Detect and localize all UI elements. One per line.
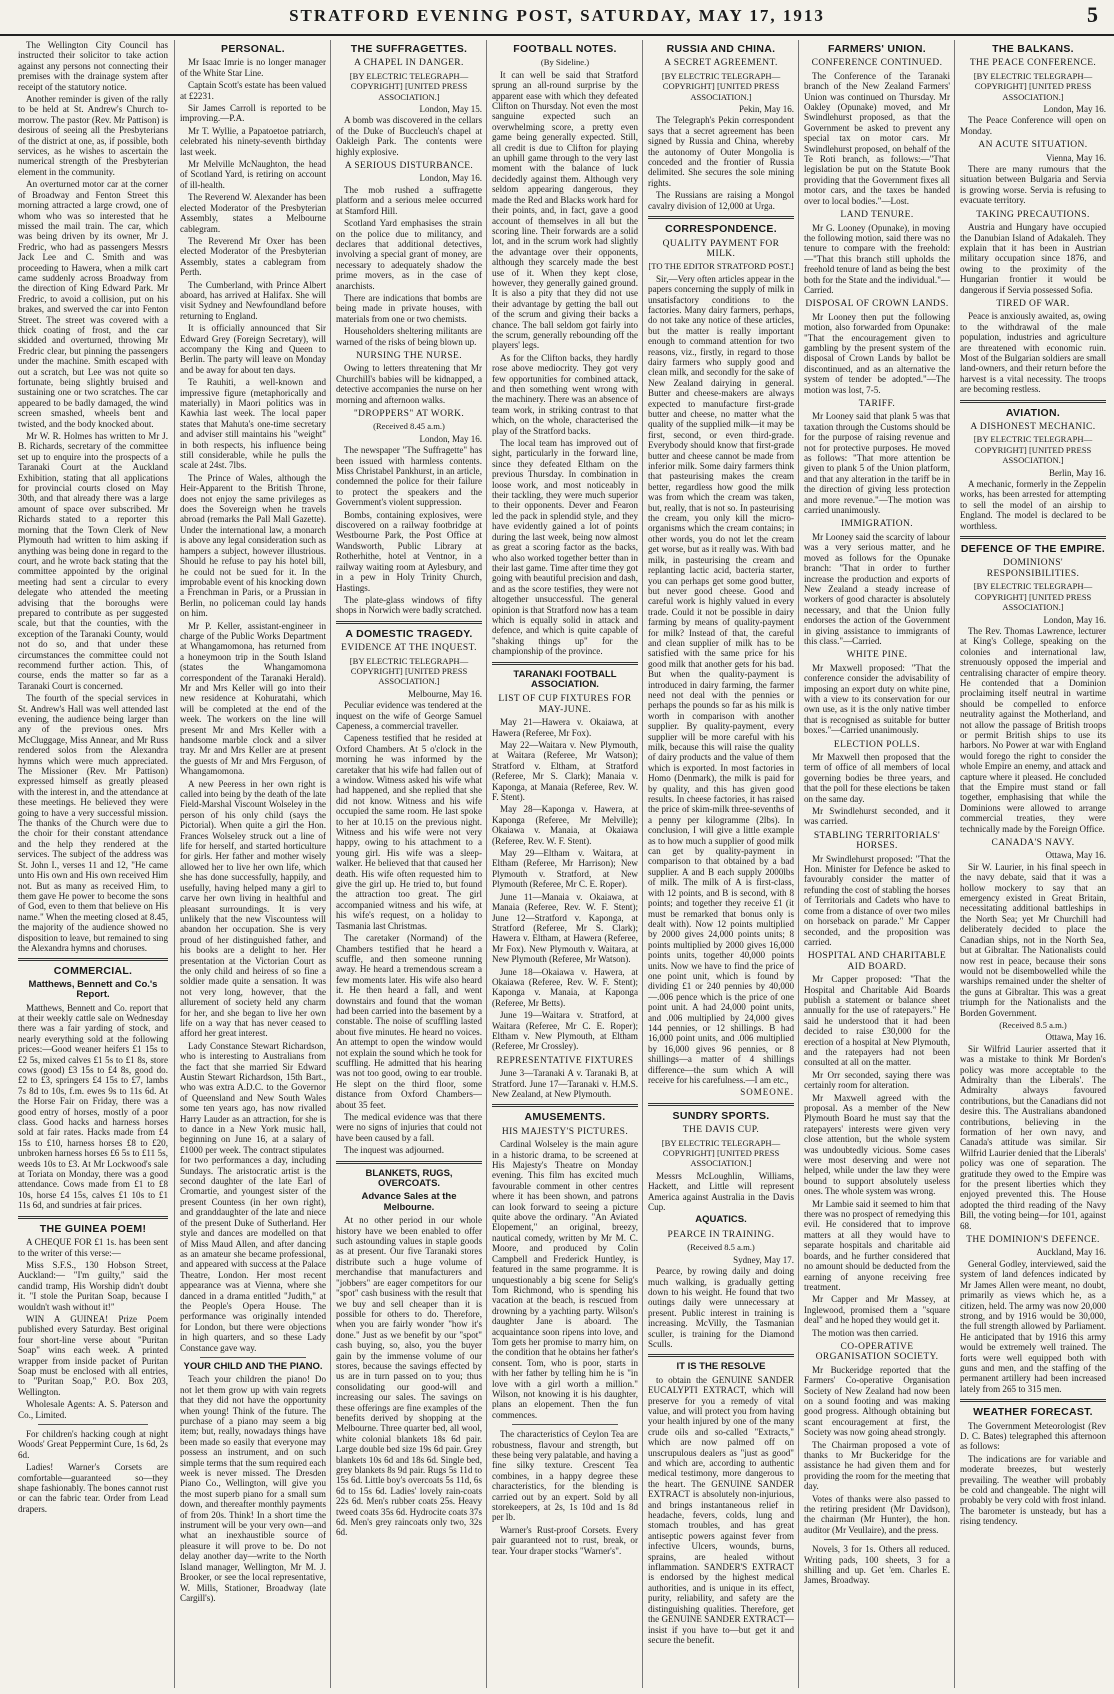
section-heading-defence: DEFENCE OF THE EMPIRE. <box>960 543 1106 556</box>
article-text: Bombs, containing explosives, were discovered on a railway footbridge at Westbourne Park, the Post Office at Wandsworth, Public Library at Rotherhithe, hotel at Ventnor, in a railway waiting room at Aylesbury, and in a pew in Holy Trinity Church, Hastings. <box>336 509 482 593</box>
article-text: General Godley, interviewed, said the system of land defences indicated by Mr James Allen were meant, no doubt, primarily as views which he, as a citizen, held. The army was now 20,000 strong, and by 1916 would be 30,000, the full strength allowed by Parliament. He anticipated that by 1916 this army would be extremely well trained. The forts were well equipped both with guns and men, and the staffing of the permanent artillery had been increased lately from 265 to 315 men. <box>960 1258 1106 1394</box>
subheading: CANADA'S NAVY. <box>991 838 1075 849</box>
section-divider <box>492 1104 638 1107</box>
subheading: "DROPPERS" AT WORK. <box>353 409 465 419</box>
masthead <box>0 0 1114 36</box>
section-heading-football: FOOTBALL NOTES. <box>513 43 617 55</box>
section-divider <box>18 1216 168 1219</box>
section-heading-guinea-poem: THE GUINEA POEM! <box>39 1222 147 1235</box>
fixture-item: June 19—Waitara v. Stratford, at Waitara (Referee, Mr C. E. Roper); Eltham v. New Plymouth, at Eltham (Referee, Mr Crossley). <box>492 1010 638 1052</box>
column-rule <box>486 40 487 1688</box>
received-time: (Received 8.5 a.m.) <box>687 1242 755 1253</box>
subheading: LAND TENURE. <box>840 210 914 221</box>
article-text: The fourth of the special services in St. Andrew's Hall was well attended last evening, the audience being larger than any of the previous ones. Mrs McCluggage, Miss Annear, and Mr Russ rendered solos from the Alexandra hymns which were much appreciated. The Missioner (Rev. Mr Pattison) expressed himself as greatly pleased with the interest in, and the attendance at these meetings. He believed they were going to have a very successful mission. The thanks of the Church were due to the choir for their constant attendance and the help they rendered at the services. The subject of the address was St. John I., verses 11 and 12, "He came unto His own and His own received Him not. But as many as received Him, to them gave He power to become the sons of God, even to them that believe on His name." When the meeting closed at 8.45, the majority of the audience showed no disposition to leave, but remained to sing the Alexandra hymns and choruses. <box>18 693 168 953</box>
section-divider <box>492 662 638 665</box>
article-text: June 3—Taranaki A v. Taranaki B, at Stratford. June 17—Taranaki v. H.M.S. New Zealand, at New Plymouth. <box>492 1068 638 1099</box>
dateline: London, May 16. <box>419 433 482 444</box>
section-heading-amusements: AMUSEMENTS. <box>524 1111 606 1124</box>
article-text: The Government Meteorologist (Rev D. C. Bates) telegraphed this afternoon as follows: <box>960 1420 1106 1452</box>
section-heading-weather: WEATHER FORECAST. <box>973 1406 1093 1419</box>
wire-credit: [BY ELECTRIC TELEGRAPH—COPYRIGHT] [UNITED PRESS ASSOCIATION.] <box>973 581 1093 613</box>
article-text: As for the Clifton backs, they hardly rose above mediocrity. They got very few opportunities for combined attack, and then something went wrong with the machinery. There was an absence of team work, in striking contrast to that which, on the whole, characterised the play of the Stratford backs. <box>492 352 638 436</box>
article-text: Mr Maxwell then proposed that the term of office of all members of local governing bodies be three years, and that the poll for these elections be taken on the same day. <box>804 752 950 804</box>
page-number: 5 <box>1087 2 1098 27</box>
section-heading-farmers-union: FARMERS' UNION. <box>827 43 926 55</box>
section-heading-russia-china: RUSSIA AND CHINA. <box>666 43 776 55</box>
article-text: Votes of thanks were also passed to the retiring president (Mr Davidson), the chairman (Mr Hunter), the hon. auditor (Mr Veullaire), and the press. <box>804 1493 950 1535</box>
article-text: Cardinal Wolseley is the main agure in a historic drama, to be screened at His Majesty's Theatre on Monday evening. This film has excited much favourable comment in other centres where it has been shown, and patrons can look forward to seeing a picture quite above the ordinary. "An Aviated Elopement," an original, breezy, nautical comedy, written by Mr M. C. Moore, and produced by Colin Campbell and Frederick Huntley, is featured in the same programme. It is unquestionably a big scene for Selig's Tom Richmond, who is spending his vacation at the beach, is rescued from drowning by a yachting party. Wilson's daughter Jane is aboard. The acquaintance soon ripens into love, and Tom gets her promise to marry him, on the condition that he obtains her father's consent. Tom, who is poor, starts in with her father by telling him he is "in love with a girl worth a million." Wilson, not knowing it is his daughter, plans an elopement. Then the fun commences. <box>492 1139 638 1420</box>
article-text: The newspaper "The Suffragette" has been issued with harmless contents. Miss Christabel Pankhurst, in an article, condemned the police for their failure to protect the speakers and the Government's violent suppression. <box>336 445 482 508</box>
fixture-item: May 29—Eltham v. Waitara, at Eltham (Referee, Mr Harrison); New Plymouth v. Stratford, at New Plymouth (Referee, Mr C. E. Roper). <box>492 848 638 890</box>
article-text: Mr Orr seconded, saying there was certainly room for alteration. <box>804 1069 950 1091</box>
divider <box>824 1539 930 1540</box>
subheading: CO-OPERATIVE ORGANISATION SOCIETY. <box>815 1341 939 1363</box>
section-heading-sundry-sports: SUNDRY SPORTS. <box>672 1109 770 1122</box>
article-text: Messrs McLoughlin, Williams, Hackett, and Little will represent America against Australia in the Davis Cup. <box>648 1170 794 1213</box>
dateline: Ottawa, May 16. <box>1045 1032 1106 1043</box>
article-text: Mr Capper and Mr Massey, at Inglewood, promised them a "square deal" and he hoped they would get it. <box>804 1294 950 1326</box>
article-text: The inquest was adjourned. <box>344 1145 445 1156</box>
wire-credit: [BY ELECTRIC TELEGRAPH—COPYRIGHT] [UNITED PRESS ASSOCIATION.] <box>661 70 781 102</box>
subheading: TARIFF. <box>858 399 896 409</box>
article-text: The medical evidence was that there were no signs of injuries that could not have been caused by a fall. <box>336 1112 482 1143</box>
article-text: Capeness testified that he resided at Oxford Chambers. At 5 o'clock in the morning he was informed by the caretaker that his wife had fallen out of a window. Witness asked his wife what had happened, and she replied that she did not know. Witness and his wife occupied the same room. He last spoke to her at 10.15 on the previous night. Witness and his wife were not very happy, owing to his attachment to a young girl. His wife was a sleep-walker. He believed that that caused her death. His wife often requested him to give the girl up. He tried to, but found the attraction too great. The girl accompanied witness and his wife, at his wife's request, on a holiday to Tasmania last Christmas. <box>336 733 482 931</box>
section-divider <box>960 1399 1106 1402</box>
advert-text: The characteristics of Ceylon Tea are robustness, flavour and strength, but these being very palatable, and having a fine silky texture. Crescent Tea combines, in a happy degree these characteristics, for the blending is carried out by an expert. Sold by all storekeepers, at 2s, 1s 10d and 1s 8d per lb. <box>492 1429 638 1523</box>
subheading: Matthews, Bennett and Co.'s Report. <box>28 978 158 1001</box>
article-text: There are many rumours that the situation between Bulgaria and Servia is growing worse. Servia is refusing to evacuate territory. <box>960 164 1106 206</box>
dateline: London, May 16. <box>1043 104 1106 115</box>
article-text: Mr Looney said the scarcity of labour was a very serious matter, and he moved as follows for the Opunake branch: "That in order to further increase the production and exports of New Zealand a steady increase of workers of good character is absolutely necessary, and that the Union fully endorses the action of the Government in giving assistance to immigrants of this class."—Carried. <box>804 531 950 646</box>
article-text: The Prince of Wales, although the Heir-Apparent to the British Throne, does not enjoy the same privileges as does the Sovereign when he travels abroad (remarks the Pall Mall Gazette). Under the international law, a monarch is above any legal consideration such as hampers a subject, however illustrious. Should he refuse to pay his hotel bill, he could not be sued for it. In the improbable event of his knocking down a Frenchman in Paris, or a Prussian in Berlin, no policeman could lay hands on him. <box>180 472 326 619</box>
subheading: HIS MAJESTY'S PICTURES. <box>501 1126 629 1137</box>
advert-heading: IT IS THE RESOLVE <box>676 1361 766 1373</box>
article-text: A mechanic, formerly in the Zeppelin works, has been arrested for attempting to sell the model of an airship to England. The model is declared to be worthless. <box>960 479 1106 531</box>
article-text: Mr Maxwell proposed: "That the conference consider the advisability of imposing an export duty on white pine, with a view to its conservation for our own use, as it is the only native timber that is recognised as suitable for butter boxes."—Carried unanimously. <box>804 662 950 736</box>
fixture-item: May 22—Waitara v. New Plymouth, at Waitara (Referee, Mr Watson); Stratford v. Eltham, at Stratford (Referee, Mr S. Clark); Manaia v. Kaponga, at Manaia (Referee, Rev. W. F. Stent). <box>492 740 638 803</box>
dateline: London, May 16. <box>419 173 482 184</box>
article-text: Mr T. Wyllie, a Papatoetoe patriarch, celebrated his ninety-seventh birthday last week. <box>180 125 326 157</box>
article-text: The local team has improved out of sight, particularly in the forward line, since they defeated Eltham on the previous Thursday. In combination in loose work, and most noticeably in their tackling, they were much superior to their opponents. Dever and Fearon led the pack in splendid style, and they have evidently gained a lot of points during the last week, being now almost as great a scoring factor as the backs, who also worked together better than in their last game. Time after time they got going with beautiful precision and dash, and as the score testifies, they were not altogether unsuccessful. The general opinion is that Stratford now has a team which is equally solid in attack and defence, and which is quite capable of "shaking things up" for the championship of the province. <box>492 438 638 657</box>
section-divider <box>960 400 1106 403</box>
article-text: The Rev. Thomas Lawrence, lecturer at King's College, speaking on the colonies and international law, strenuously opposed the imperial and centralising character of empire theory. He contended that a Dominion proclaiming itself neutral in wartime should be compelled to enforce neutrality against the Motherland, and not allow the passage of British troops or permit British ships to use its harbors. No Power at war with England would forego the right to consider the whole Empire an enemy, and attack and capture where it pleased. He concluded that the Empire must stand or fall together, emphasising that while the Dominions were allowed to arrange commercial treaties, they were technically made by the Foreign Office. <box>960 625 1106 834</box>
section-heading-balkans: THE BALKANS. <box>992 43 1074 55</box>
column-5 <box>648 40 794 1688</box>
article-text: The mob rushed a suffragette platform and a serious melee occurred at Stamford Hill. <box>336 184 482 216</box>
article-text: A bomb was discovered in the cellars of the Duke of Buccleuch's chapel at Oakleigh Park. The contents were highly explosive. <box>336 115 482 157</box>
subheading: IMMIGRATION. <box>840 519 914 530</box>
article-text: The Russians are raising a Mongol cavalry division of 12,000 at Urga. <box>648 190 794 211</box>
section-heading-personal: PERSONAL. <box>221 43 285 55</box>
subheading: ELECTION POLLS. <box>833 739 921 750</box>
advert-text: Ladies! Warner's Corsets are comfortable—guaranteed so—they shape fashionably. The bones cannot rust or can the fabric tear. Order from Lead drapers. <box>18 1462 168 1514</box>
article-text: Peculiar evidence was tendered at the inquest on the wife of George Samuel Capeness, a commercial traveller. <box>336 700 482 731</box>
divider <box>38 1424 148 1425</box>
article-text: Austria and Hungary have occupied the Danubian Island of Adakaleh. They explain that it has been in Austrian military occupation since 1876, and owing to the proximity of the Hungarian frontier it would be dangerous if Servia possessed Sofia. <box>960 222 1106 295</box>
article-text: Mr G. Looney (Opunake), in moving the following motion, said there was no tenure to compare with the freehold:—"That this branch still upholds the freehold tenure of land as being the best both for the State and the individual."—Carried. <box>804 222 950 295</box>
article-text: Sir,—Very often articles appear in the papers concerning the supply of milk in unsatisfactory conditions to the factories. Many dairy farmers, perhaps, do not take any notice of these articles, but the matter is really important enough to command attention for two reasons, viz., firstly, in regard to those dairy farmers who supply good and clean milk, and secondly for the sake of New Zealand dairying in general. Butter and cheese-makers are always expected to manufacture first-grade butter and cheese, no matter what the quality of the supplied milk—it may be first, second, or even third-grade. Everybody should know that first-grade butter and cheese cannot be made from inferior milk. Some dairy farmers think that pasteurising makes the cream better, regardless how good the milk was from which the cream was taken, but, really, that is not so. In pasteurising the cream, you only kill the micro-organisms which the cream contains; in other words, you do not let the cream get worse, but as it really was. With bad milk, in pasteurising the cream and replanting lactic acid, bacteria starter, you can perhaps get some good butter, but never good cheese. Good and careful work is highly valued in every trade. Could it not be possible in dairy farming by means of quality-payment for milk? Instead of that, the careful and clean supplier of milk has to be satisfied with the same price for his good milk that another gets for his bad. But when the quality-payment is introduced in dairy farming, the farmer need not deal with the pennies or perhaps the pounds so far as his milk is worth in comparison with another supplier. By quality-payment, every supplier will be more careful with his milk, because this will raise the quality of dairy products and the value of them which is exported. In most factories in Homo (Denmark), the milk is paid for by quality, and this has given good results. In cheese factories, it has raised the price of skim-milk three-sevenths of a penny per kilogramme (2lbs). In conclusion, I will give a little example as to how much a supplier of good milk can get by quality-payment in comparison to that obtained by a bad supplier. A and B each supply 2000lbs of milk. The milk of A is first-class, with 12 points, and B is second, with 8 points; and together they receive £1 (it must be remarked that bonus only is dealt with). Now 12 points multiplied by 2000 gives 24,000 points units; 8 points multiplied by 2000 gives 16,000 points units, together 40,000 points units. Now we have to find the price of one point unit, which is found by dividing £1 or 240 pennies by 40,000—.006 pence which is the price of one point unit. A had 24,000 point units, and .006 multiplied by 24,000 gives 144 pennies, or 12 shillings. B had 16,000 point units, and .006 multiplied by 16,000 gives 96 pennies, or 8 shillings—a matter of 4 shillings difference—the sum which A will receive for his carefulness.—I am etc., <box>648 273 794 1085</box>
advert-text: Teach your children the piano! Do not let them grow up with vain regrets that they did not have the opportunity when young! Think of the future. The purchase of a piano may seem a big item; but, really, nowadays things have been made so easily that everyone may possess an instrument, and on such simple terms that the sum required each week is never missed. The Dresden Piano Co., Wellington, will give you the most superb piano for a small sum down, and thereafter monthly payments of from 20s. Think! In a short time the instrument will be your very own—and what an inexhaustible source of pleasure it will prove to be. Do not delay another day—write to the North Island manager, Wellington, Mr M. J. Brooker, or see the local representative, W. Mills, Stationer, Broadway (late Cargill's). <box>180 1374 326 1603</box>
article-text: The Cumberland, with Prince Albert aboard, has arrived at Halifax. She will visit Sydney and Newfoundland before returning to England. <box>180 279 326 321</box>
dateline: Sydney, May 17. <box>733 1254 794 1265</box>
article-text: An overturned motor car at the corner of Broadway and Fenton Street this morning attracted a large crowd, one of whom who was so interested that he missed the mail train. The car, which was being driven by its owner, Mr J. Fredric, who had as passengers Messrs Jack Lee and C. Smith and was proceeding to Hawera, when a milk cart came suddenly across Broadway from the direction of King Edward Park. Mr Fredric, to avoid a collision, put on his brakes, and swerved the car into Fenton Street. The street was covered with a thick coating of frost, and the car skidded and overturned, throwing Mr Fredric clear, but pinning the passengers under the machine. Smith escaped with out a scratch, but Lee was not quite so fortunate, being slightly bruised and sustaining one or two scratches. The car appeared to be badly damaged, the wind screen smashed, wheels bent and twisted, and the body knocked about. <box>18 179 168 429</box>
article-text: Owing to letters threatening that Mr Churchill's babies will be kidnapped, a detective accompanies the nurse on her morning and afternoon walks. <box>336 363 482 405</box>
article-text: The Telegraph's Pekin correspondent says that a secret agreement has been signed by Russia and China, whereby the autonomy of Outer Mongolia is conceded and the frontier of Russia delimited. She secures the sole mining rights. <box>648 115 794 188</box>
dateline: Melbourne, May 16. <box>408 688 482 699</box>
subheading: HOSPITAL AND CHARITABLE AID BOARD. <box>807 951 947 972</box>
column-1 <box>18 40 168 1688</box>
article-text: Peace is anxiously awaited, as, owing to the withdrawal of the male population, industries and agriculture are threatened with economic ruin. Most of the Bulgarian soldiers are small land-owners, and their return before the harvest is a vital necessity. The troops are becoming restless. <box>960 311 1106 395</box>
advert-text: For children's hacking cough at night Woods' Great Peppermint Cure, 1s 6d, 2s 6d. <box>18 1429 168 1460</box>
article-text: The Reverend Mr Oxer has been elected Moderator of the Presbyterian Assembly, states a cablegram from Perth. <box>180 235 326 278</box>
column-7 <box>960 40 1106 1688</box>
subheading: WHITE PINE. <box>846 650 908 661</box>
subheading: AQUATICS. <box>695 1214 747 1226</box>
wire-credit: [BY ELECTRIC TELEGRAPH—COPYRIGHT] [UNITED PRESS ASSOCIATION.] <box>973 70 1093 102</box>
article-text: The Wellington City Council has instructed their solicitor to take action against any persons not connecting their premises with the drainage system after receipt of the statutory notice. <box>18 40 168 92</box>
letter-signature: SOMEONE. <box>740 1087 794 1098</box>
section-divider <box>648 1354 794 1357</box>
dateline: Berlin, May 16. <box>1049 467 1106 478</box>
advert-text: WIN A GUINEA! Prize Poem published every Saturday. Best original four short-line verse about "Puritan Soap" wins each week. A printed wrapper from inside packet of Puritan Soap must be enclosed with all entries, to "Puritan Soap," P.O. Box 203, Wellington. <box>18 1313 168 1397</box>
wire-credit: [BY ELECTRIC TELEGRAPH—COPYRIGHT] [UNITED PRESS ASSOCIATION.] <box>349 70 469 102</box>
article-text: It is officially announced that Sir Edward Grey (Foreign Secretary), will accompany the King and Queen to Berlin. The party will leave on Monday and be away for about ten days. <box>180 323 326 375</box>
subheading: QUALITY PAYMENT FOR MILK. <box>662 238 780 259</box>
article-text: The Conference of the Taranaki branch of the New Zealand Farmers' Union was continued on Thursday. Mr Oakley (Opunake) moved, and Mr Swindlehurst proposed, as that the Government be asked to prevent any special tax on motor cars. Mr Swindlehurst proposed, on behalf of the Te Roti branch, as follows:—"That legislation be put on the Statute Book providing that the Government fixes all motor cars, and the taxes be handed over to local bodies."—Lost. <box>804 70 950 206</box>
subheading: DISPOSAL OF CROWN LANDS. <box>805 299 949 310</box>
advert-text: Novels, 3 for 1s. Others all reduced. Writing pads, 100 sheets, 3 for a shilling and up. Get 'em. Charles E. James, Broadway. <box>804 1544 950 1586</box>
article-text: The plate-glass windows of fifty shops in Norwich were badly scratched. <box>336 594 482 616</box>
subheading: THE DOMINION'S DEFENCE. <box>966 1235 1100 1246</box>
dateline: Pekin, May 16. <box>739 104 794 115</box>
article-text: Mr Looney then put the following motion, also forwarded from Opunake: "That the encouragement given to gambling by the present system of the disposal of Crown Lands by ballot be discontinued, and as an alternative the system of tender be adopted."—The motion was lost, 7-5. <box>804 311 950 395</box>
advert-text: to obtain the GENUINE SANDER EUCALYPTI EXTRACT, which will preserve for you a remedy of vital value, and will protect you from having your health injured by one of the many crude oils and so-called "Extracts," which are now palmed off on unscrupulous dealers as "just as good" and which are, according to authentic medical testimony, more dangerous to the heart. The GENUINE SANDER EXTRACT is absolutely non-injurious, and brings instantaneous relief in headache, fevers, colds, lung and stomach troubles, and has great antiseptic powers against fever from infective Ulcers, wounds, burns, sprains, are healed without inflammation. SANDER'S EXTRACT is endorsed by the highest medical authorities, and is unique in its effect, purity, reliability, and safety are the distinguishing qualities. Therefore, get the GENUINE SANDER EXTRACT—insist if you have to—but get it and secure the benefit. <box>648 1374 794 1645</box>
article-text: The Chairman proposed a vote of thanks to Mr Buckeridge for the assistance he had given them and for providing the room for the meeting that day. <box>804 1439 950 1492</box>
article-text: Mr P. Keller, assistant-engineer in charge of the Public Works Department at Whangamomona, has returned from a honeymoon trip in the South Island (states the Whangamomona correspondent of the Taranaki Herald). Mr and Mrs Keller will go into their new residence at Kohuratahi, which will be completed at the end of the week. The workers on the line will present Mr and Mrs Keller with a handsome marble clock and a silver tray. Mr and Mrs Keller are at present the guests of Mr and Mrs Ferguson, of Whangamomona. <box>180 620 326 777</box>
subheading: A CHAPEL IN DANGER. <box>354 58 464 69</box>
article-text: Pearce, by rowing daily and doing much walking, is gradually getting down to his weight. He found that two outings daily were unnecessary at present. Public interest in training is increasing. McVilly, the Tasmanian sculler, is training for the Diamond Sculls. <box>648 1266 794 1349</box>
article-text: Householders sheltering militants are warned of the risks of being blown up. <box>336 326 482 347</box>
article-text: Mr Melville McNaughton, the head of Scotland Yard, is retiring on account of ill-health. <box>180 159 326 190</box>
byline: (By Sideline.) <box>540 57 590 68</box>
column-rule <box>330 40 331 1688</box>
subheading: DOMINIONS' RESPONSIBILITIES. <box>986 558 1080 579</box>
article-text: Mr Buckeridge reported that the Farmers' Co-operative Organisation Society of New Zealand had now been on a sound footing and was making good progress. Although obtaining but scant encouragement at first, the Society was now going ahead strongly. <box>804 1364 950 1438</box>
subheading: TARANAKI FOOTBALL ASSOCIATION. <box>513 668 617 690</box>
article-text: Mr Swindlehurst seconded, and it was carried. <box>804 806 950 827</box>
subheading: THE PEACE CONFERENCE. <box>969 58 1097 69</box>
article-text: A new Peeress in her own right is called into being by the death of the late Field-Marshal Viscount Wolseley in the person of his only child (says the Pictorial). When quite a girl the Hon. Frances Wolseley struck out a line of life for herself, and started horticulture for girls. Her father and mother wisely allowed her to live her own life, which she has done successfully, happily, and usefully, having helped many a girl to carve her own living in healthful and pleasant surroundings. It is very unlikely that the new Viscountess will abandon her occupation. She is very proud of her distinguished father, and his books are a delight to her. Her presentation at the Victorian Court as the only child and heiress of so fine a soldier made quite a sensation. It was not very long, however, that the allurement of society held any charm for her, and she began to live her own life on a way that has never ceased to afford her great interest. <box>180 778 326 1039</box>
received-time: (Received 8.45 a.m.) <box>373 421 445 432</box>
article-text: Mr Maxwell agreed with the proposal. As a member of the New Plymouth Board he must say that the ratepayers' interests were given very close attention, but the whole system was undoubtedly vicious. Some cases were most deserving and were not helped, while under the law they were bound to support absolutely useless ones. The whole system was wrong. <box>804 1092 950 1197</box>
section-heading-domestic-tragedy: A DOMESTIC TRAGEDY. <box>345 627 473 640</box>
letter-address: [TO THE EDITOR STRATFORD POST.] <box>648 261 794 272</box>
subheading: A SECRET AGREEMENT. <box>664 58 778 69</box>
subheading: CONFERENCE CONTINUED. <box>811 58 943 69</box>
article-text: Another reminder is given of the rally to be held at St. Andrew's Church to-morrow. The pastor (Rev. Mr Pattison) is desirous of seeing all the Presbyterians of the district at one, as, if possible, both services, as he wishes to ascertain the numerical strength of the Presbyterian element in the community. <box>18 94 168 177</box>
fixture-item: June 18—Okaiawa v. Hawera, at Okaiawa (Referee, Rev. W. F. Stent); Kaponga v. Manaia, at Kaponga (Referee, Mr Betts). <box>492 966 638 1008</box>
article-text: The Reverend W. Alexander has been elected Moderator of the Presbyterian Assembly, states a Melbourne cablegram. <box>180 192 326 234</box>
section-heading-suffragettes: THE SUFFRAGETTES. <box>350 43 468 55</box>
fixture-item: May 28—Kaponga v. Hawera, at Kaponga (Referee, Mr Melville); Okaiawa v. Manaia, at Okaiawa (Referee, Rev. W. F. Stent). <box>492 804 638 846</box>
wire-credit: [BY ELECTRIC TELEGRAPH—COPYRIGHT] [UNITED PRESS ASSOCIATION.] <box>349 655 469 687</box>
article-text: The motion was then carried. <box>812 1327 919 1338</box>
advert-text: Miss S.F.S., 130 Hobson Street, Auckland:— "I'm guilty," said the candid tramp, His Worship didn't doubt it. "I stole the Puritan Soap, because I wouldn't wash without it!" <box>18 1259 168 1312</box>
article-text: Captain Scott's estate has been valued at £2231. <box>180 80 326 101</box>
subheading: LIST OF CUP FIXTURES FOR MAY-JUNE. <box>498 694 632 715</box>
column-4 <box>492 40 638 1688</box>
advert-heading: BLANKETS, RUGS, OVERCOATS. <box>365 1167 453 1190</box>
fixture-item: June 11—Manaia v. Okaiawa, at Manaia (Referee, Rev. W. F. Stent); June 12—Stratford v. Kaponga, at Stratford (Referee, Mr S. Clark); Hawera v. Eltham, at Hawera (Referee, Mr Fox). New Plymouth v. Waitara, at New Plymouth (Referee, Mr Watson). <box>492 891 638 965</box>
article-text: Mr W. R. Holmes has written to Mr J. B. Richards, secretary of the committee set up to enquire into the prospects of a Taranaki Court at the Auckland Exhibition, stating that all applications for provincial courts closed on May 30th, and that already there was a large amount of space over subscribed. Mr Richards stated to a reporter this morning that the Town Clerk of New Plymouth had written to him asking if anything was being done in regard to the court, and he wrote back stating that the committee appointed by the original meeting had sent a circular to every delegate who attended the meeting advising that the boroughs were prepared to contribute as per suggested scale, but that the counties, with the exception of the Taranaki County, would not do so, and that under these circumstances the committee could not recommend further action. This, of course, ends the matter so far as a Taranaki Court is concerned. <box>18 431 168 691</box>
subheading: STABLING TERRITORIALS' HORSES. <box>813 830 941 852</box>
subheading: THE DAVIS CUP. <box>682 1125 760 1136</box>
article-text: Mr Capper proposed: "That the Hospital and Charitable Aid Boards publish a statement or balance sheet annually for the use of ratepayers." He said he understood that it had been decided to raise £30,000 for the erection of a hospital at New Plymouth, and the ratepayers had not been consulted at all on the matter. <box>804 974 950 1068</box>
subheading: REPRESENTATIVE FIXTURES <box>496 1055 634 1066</box>
dateline: Vienna, May 16. <box>1046 152 1106 163</box>
dateline: Auckland, May 16. <box>1036 1247 1106 1258</box>
subheading: TIRED OF WAR. <box>996 298 1070 309</box>
subheading: PEARCE IN TRAINING. <box>667 1229 775 1240</box>
subheading: A DISHONEST MECHANIC. <box>970 422 1096 432</box>
section-heading-correspondence: CORRESPONDENCE. <box>665 223 777 236</box>
section-divider <box>648 216 794 219</box>
subheading: AN ACUTE SITUATION. <box>978 140 1088 151</box>
article-text: Sir James Carroll is reported to be improving.—P.A. <box>180 103 326 124</box>
column-rule <box>798 40 799 1688</box>
dateline: Ottawa, May 16. <box>1045 850 1106 861</box>
section-divider <box>336 621 482 624</box>
column-6 <box>804 40 950 1688</box>
dateline: London, May 15. <box>419 104 482 115</box>
article-text: Mr Lambie said it seemed to him that there was no prospect of remedying this evil. He considered that to improve matters at all they would have to separate hospitals and charitable aid boards, and he further considered that no amount should be deducted from the earning of anyone receiving free treatment. <box>804 1198 950 1292</box>
wire-credit: [BY ELECTRIC TELEGRAPH—COPYRIGHT] [UNITED PRESS ASSOCIATION.] <box>973 434 1093 466</box>
column-rule <box>642 40 643 1688</box>
article-text: Sir W. Laurier, in his final speech in the navy debate, said that it was a hollow mockery to say that an emergency existed in Great Britain, necessitating additional battleships in the North Sea; yet Mr Churchill had deliberately decided to place the Canadian ships, not in the North Sea, but at Gibraltar. The Nationalists could now rest in peace, because their sons would not be disembowelled while the warships remained under the shelter of the guns at Gibraltar. This was a great triumph for the Nationalists and the Borden Government. <box>960 861 1106 1018</box>
advert-text: At no other period in our whole history have we been enabled to offer such astounding values in staple goods as at present. Our five Taranaki stores distribute such a huge volume of merchandise that manufacturers and "jobbers" are eager competitors for our "spot" cash business with the result that we buy and sell cheaper than it is possible for others to do. Therefore, when you are fairly wonder "how it's done." Just as we benefit by our "spot" cash buying, so, also, you the buyer gain by the immense volume of our stores, because the savings effected by us are in turn passed on to you; thus consolidating our good-will and increasing our sales. The savings on these offerings are fine examples of the benefits derived by shopping at the Melbourne. Three quarter bed, all wool, white colonial blankets 18s 6d pair. Large double bed size 19s 6d pair. Grey blankets 10s 6d and 18s 6d. Single bed, grey blankets 8s 9d pair. Rugs 5s 11d to 15s 6d. Little boy's overcoats 5s 11d, 6s 6d to 15s 6d. Ladies' lovely rain-coats 22s 6d. Men's rubber coats 25s. Heavy tweed coats 35s 6d. Hydrocite coats 37s 6d. Men's grey raincoats only two, 32s 6d. <box>336 1215 482 1538</box>
article-text: Scotland Yard emphasises the strain on the police due to militancy, and declares that additional detectives, involving a special grant of money, are necessary to adequately shadow the prime movers, as in the case of anarchists. <box>336 218 482 291</box>
article-text: Lady Constance Stewart Richardson, who is interesting to Australians from the fact that she married Sir Edward Austin Stewart Richardson, 15th Bart., who was extra A.D.C. to the Governor of Queensland and New South Wales some ten years ago, has now rivalled Harry Lauder as an attraction, for she is to dance in a New York music hall, beginning on June 16, at a salary of £1000 per week. The contract stipulates for two performances a day, including Sundays. The aristocratic artist is the second daughter of the late Earl of Cromartie, and youngest sister of the present Countess (in her own right), and granddaughter of the late and niece of the present Duke of Sutherland. Her style and dances are modelled on that of Miss Maud Allen, and after dancing as an amateur she became professional, and appeared with success at the Palace Theatre, London. Her most recent appearance was at Vienna, where she danced in a drama entitled "Judith," at the People's Opera House. The performance was originally intended for London, but there were objections in high quarters, and so these Lady Constance gave way. <box>180 1040 326 1353</box>
subheading: EVIDENCE AT THE INQUEST. <box>341 643 477 654</box>
article-text: Te Rauhiti, a well-known and impressive figure (metaphorically and materially) in Maori politics was in Kawhia last week. The local paper states that Mahuta's one-time secretary and adviser still maintains his "weight" in both respects, his influence being still considerable, while he pulls the scale at 24st. 7lbs. <box>180 377 326 471</box>
subheading: NURSING THE NURSE. <box>356 350 462 361</box>
article-text: Matthews, Bennett and Co. report that at their weekly cattle sale on Wednesday there was a fair yarding of stock, and nearly everything sold at the following prices:—Good weaner heifers £1 15s to £2 5s, mixed calves £1 5s to £1 8s, store cows (good) £3 15s to £4 8s, good do. £2 to £3, springers £4 15s to £7, lambs 7s 8d to 10s, f.m. ewes 9s to 11s 6d. At the Horse Fair on Friday, there was a good entry of horses, mostly of a poor class. Good hacks and harness horses sold at fair rates. Hacks made from £4 15s to £10, harness horses £8 to £20, unbroken harness horses £6 5s to £11 5s, weeds 10s to £3. At Mr Lockwood's sale at Toriata on Monday, there was a good attendance. Cows made from £1 to £8 10s, horse £4 15s, calves £1 10s to £1 11s 6d, and sundries at fair prices. <box>18 1002 168 1211</box>
section-heading-aviation: AVIATION. <box>1005 406 1061 419</box>
newspaper-title: STRATFORD EVENING POST, SATURDAY, MAY 17, 1913 <box>289 6 825 25</box>
article-text: Mr Isaac Imrie is no longer manager of the White Star Line. <box>180 57 326 78</box>
section-heading-commercial: COMMERCIAL. <box>53 965 133 978</box>
received-time: (Received 8.5 a.m.) <box>999 1019 1067 1030</box>
fixture-item: May 21—Hawera v. Okaiawa, at Hawera (Referee, Mr Fox). <box>492 717 638 738</box>
divider <box>512 1424 618 1425</box>
divider <box>200 1357 306 1358</box>
column-rule <box>954 40 955 1688</box>
subheading: A SERIOUS DISTURBANCE. <box>344 161 474 172</box>
article-text: Mr Looney said that plank 5 was that taxation through the Customs should be for the purpose of raising revenue and not for protective purposes. He moved as follows: "That more attention be given to plank 5 of the Union platform, and that any alteration in the tariff be in the direction of giving less protection and more revenue."—The motion was carried unanimously. <box>804 411 950 516</box>
dateline: London, May 16. <box>1043 614 1106 625</box>
advert-heading: YOUR CHILD AND THE PIANO. <box>183 1360 323 1372</box>
section-divider <box>18 958 168 961</box>
advert-text: Warner's Rust-proof Corsets. Every pair guaranteed not to rust, break, or tear. Your draper stocks "Warner's". <box>492 1524 638 1556</box>
article-text: Sir Wilfrid Laurier asserted that it was a mistake to think Mr Borden's policy was more acceptable to the Admiralty than the Liberals'. The Admiralty always favoured contributions, but the Canadians did not desire this. The Australians abandoned contributions, believing in the formation of her own navy, and Canada's attitude was similar. Sir Wilfrid Laurier denied that the Liberals' policy was one of separation. The gratitude they owed to the Empire was for the present liberties which they enjoyed prevented this. The House adopted the third reading of the Navy Bill, the voting being—for 101, against 68. <box>960 1043 1106 1231</box>
advert-text: Wholesale Agents: A. S. Paterson and Co., Limited. <box>18 1399 168 1420</box>
column-rule <box>174 40 175 1688</box>
article-text: The indications are for variable and moderate breezes, but westerly prevailing. The weather will probably be cold and changeable. The night will probably be very cold with frost inland. The barometer is unsteady, but has a rising tendency. <box>960 1453 1106 1527</box>
section-divider <box>648 1103 794 1106</box>
article-text: It can well be said that Stratford sprung an all-round surprise by the apparent ease with which they defeated Clifton on Thursday. Not even the most sanguine expected such an overwhelming score, a pretty even game being generally expected. Still, all credit is due to Clifton for playing an uphill game through to the very last moment with the balance of luck decidedly against them. Although very seldom appearing dangerous, they made the Red and Blacks work hard for their points, and, in fact, gave a good account of themselves in all but the scoring line. Their forwards are a solid lot, and in the scrum work had slightly the advantage over their opponents, although they scarcely made the best use of it. When they kept close, however, they generally gained ground. It is also a pity that they did not use their advantage by getting the ball out of the scrum and giving their backs a chance. The ball seldom got fairly into the scrum, generally rebounding off the players' legs. <box>492 69 638 351</box>
article-text: There are indications that bombs are being made in private houses, with materials from one or two chemists. <box>336 292 482 324</box>
article-text: The Peace Conference will open on Monday. <box>960 115 1106 136</box>
subheading: TAKING PRECAUTIONS. <box>976 209 1090 220</box>
section-divider <box>960 536 1106 539</box>
article-text: The caretaker (Normand) of the Chambers testified that he heard a scuffle, and then someone running away. He heard a tremendous scream a few moments later. His wife also heard it. He then heard a fall, and went downstairs and found that the woman had been carried into the basement by a constable. The noise of scuffling lasted about five minutes. He heard no voices. An attempt to open the window would not explain the sound which he took for scuffling. He admitted that his hearing was not too good, owing to ear trouble. He slept on the third floor, some distance from Oxford Chambers—about 35 feet. <box>336 933 482 1110</box>
advert-subheading: Advance Sales at the Melbourne. <box>361 1191 457 1213</box>
article-text: Mr Swindlehurst proposed: "That the Hon. Minister for Defence be asked to favourably consider the matter of refunding the cost of stabling the horses of Territorials and Cadets who have to come from a distance of over two miles on horseback on parade." Mr Capper seconded, and the proposition was carried. <box>804 853 950 947</box>
advert-text: A CHEQUE FOR £1 1s. has been sent to the writer of this verse:— <box>18 1237 168 1258</box>
section-divider <box>336 1161 482 1164</box>
column-2 <box>180 40 326 1688</box>
wire-credit: [BY ELECTRIC TELEGRAPH—COPYRIGHT] [UNITED PRESS ASSOCIATION.] <box>661 1137 781 1169</box>
column-3 <box>336 40 482 1688</box>
